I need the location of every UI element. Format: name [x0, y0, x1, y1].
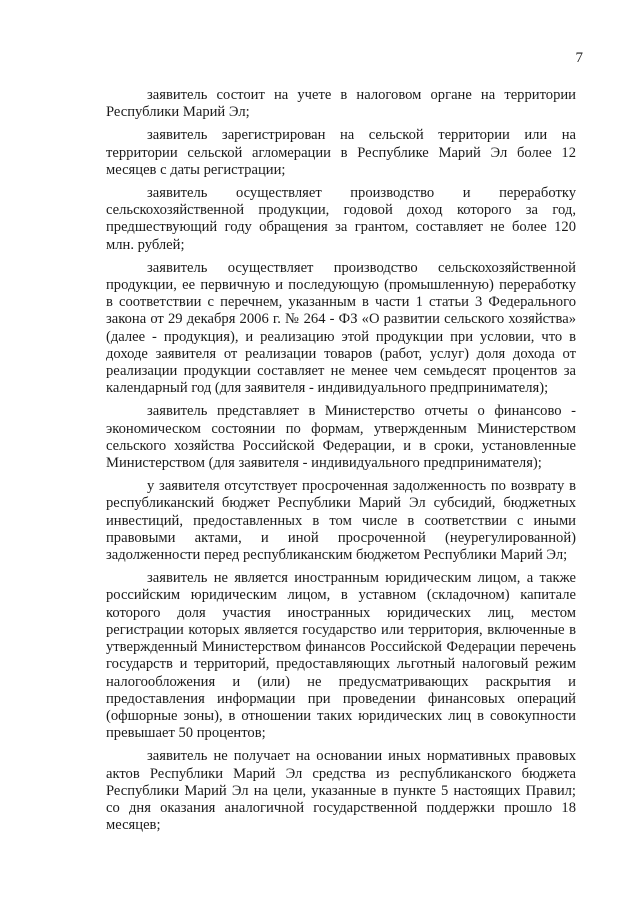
paragraph-no-duplicate-support: заявитель не получает на основании иных нормативных правовых актов Республики Марий Эл средства из республиканского бюджета Республики Марий Эл на цели, указанные в пункте 5 настоящих Правил; со дня оказания аналогичной государственной поддержки прошло 18 месяцев;: [106, 748, 576, 834]
paragraph-rural-registration: заявитель зарегистрирован на сельской территории или на территории сельской агломерации в Республике Марий Эл более 12 месяцев с даты регистрации;: [106, 127, 576, 178]
paragraph-no-overdue-debt: у заявителя отсутствует просроченная задолженность по возврату в республиканский бюджет Республики Марий Эл субсидий, бюджетных инвестиций, предоставленных в том числе в соответствии с иными правовыми актами, и иной просроченной (неурегулированной) задолженности перед республиканским бюджетом Республики Марий Эл;: [106, 478, 576, 564]
paragraph-financial-reports: заявитель представляет в Министерство отчеты о финансово - экономическом состоянии по формам, утвержденным Министерством сельского хозяйства Российской Федерации, и в сроки, установленные Министерством (для заявителя - индивидуального предпринимателя);: [106, 403, 576, 472]
paragraph-not-foreign-entity: заявитель не является иностранным юридическим лицом, а также российским юридическим лицом, в уставном (складочном) капитале которого доля участия иностранных юридических лиц, местом регистрации которых является государство или территория, включенные в утвержденный Министерством финансов Российской Федерации перечень государств и территорий, предоставляющих льготный налоговый режим налогообложения и (или) не предусматривающих раскрытия и предоставления информации при проведении финансовых операций (офшорные зоны), в отношении таких юридических лиц в совокупности превышает 50 процентов;: [106, 570, 576, 742]
paragraph-production-income: заявитель осуществляет производство и переработку сельскохозяйственной продукции, годовой доход которого за год, предшествующий году обращения за грантом, составляет не более 120 млн. рублей;: [106, 185, 576, 253]
document-body: [106, 87, 576, 834]
paragraph-tax-registration: заявитель состоит на учете в налоговом органе на территории Республики Марий Эл;: [106, 87, 576, 121]
page-number: 7: [575, 50, 583, 66]
paragraph-production-processing: заявитель осуществляет производство сельскохозяйственной продукции, ее первичную и последующую (промышленную) переработку в соответствии с перечнем, указанным в части 1 статьи 3 Федерального закона от 29 декабря 2006 г. № 264 - ФЗ «О развитии сельского хозяйства» (далее - продукция), и реализацию этой продукции при условии, что в доходе заявителя от реализации товаров (работ, услуг) доля дохода от реализации продукции составляет не менее чем семьдесят процентов за календарный год (для заявителя - индивидуального предпринимателя);: [106, 259, 576, 397]
